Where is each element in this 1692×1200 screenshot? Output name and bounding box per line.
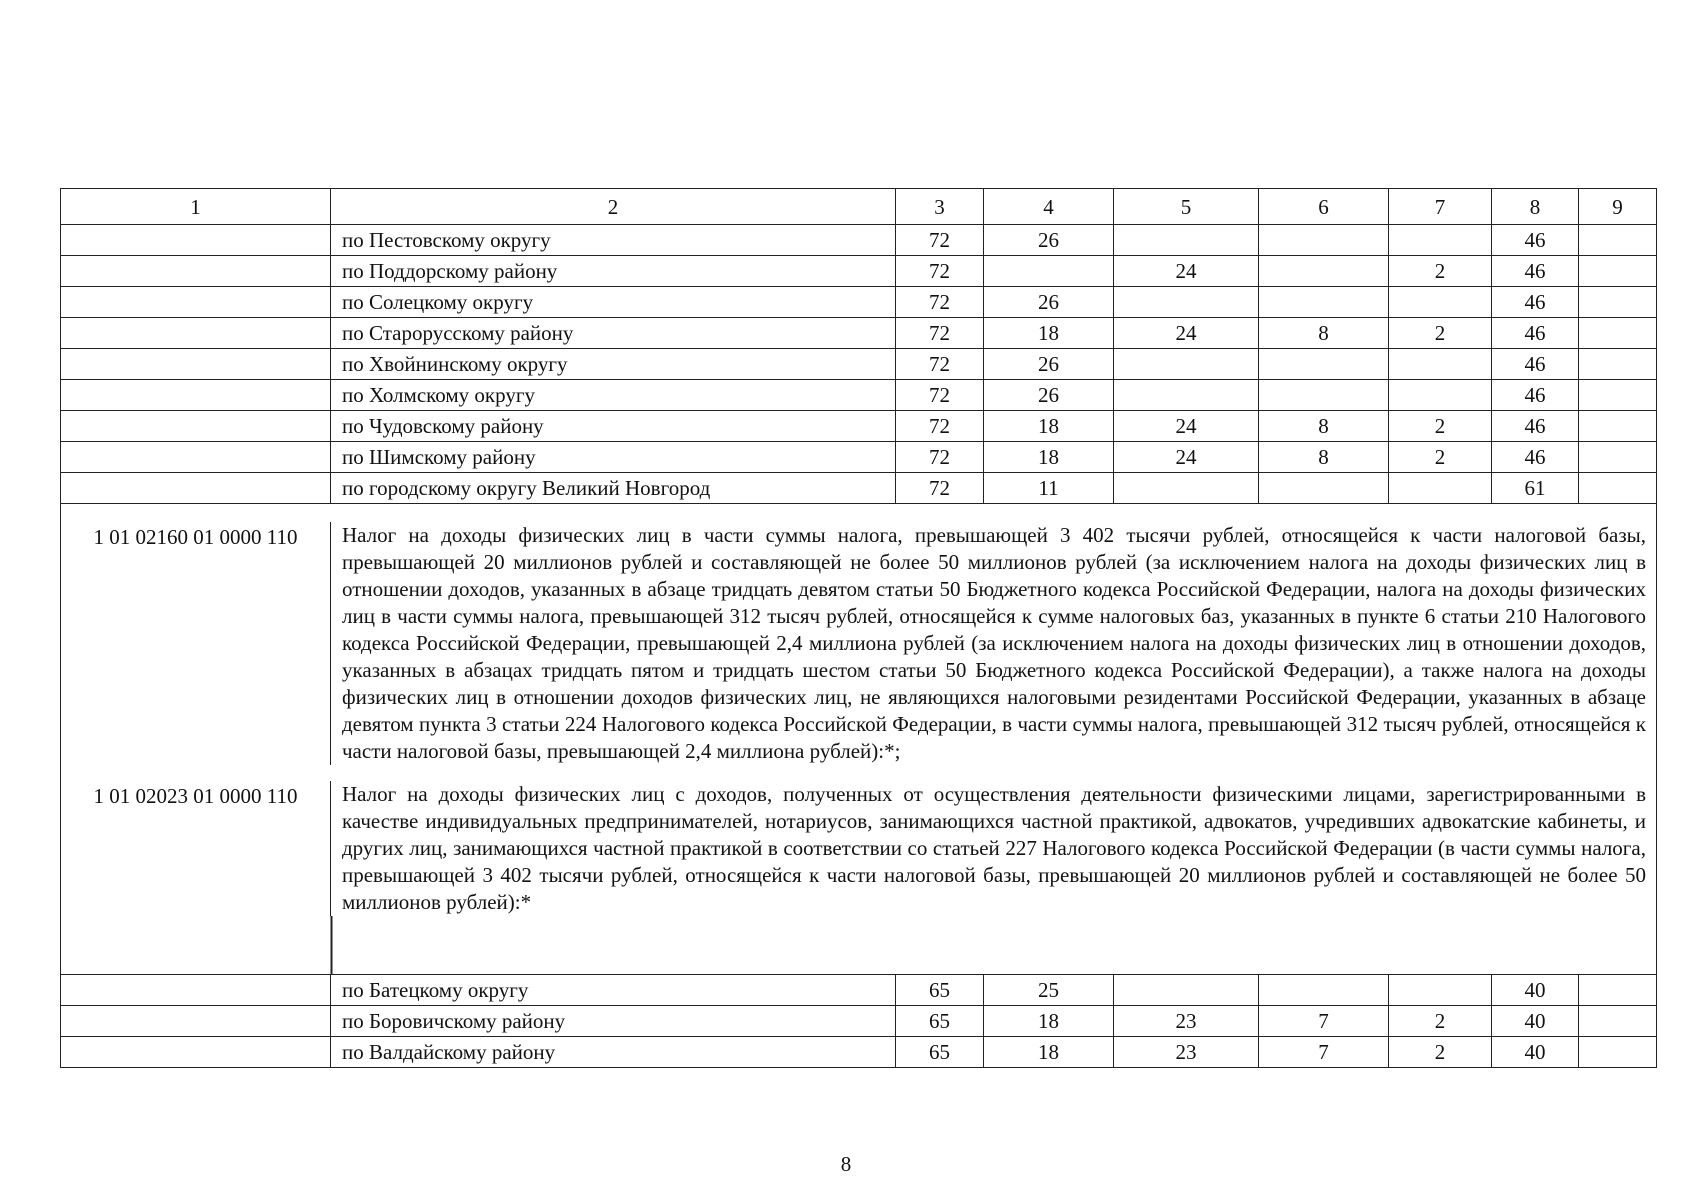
- value-cell-c7: 2: [1389, 318, 1492, 349]
- tax-distribution-table: [60, 188, 1657, 1068]
- table-row: [61, 473, 1657, 504]
- value-cell-c3: 72: [896, 318, 984, 349]
- value-cell-c6: [1259, 473, 1389, 504]
- table-row: [61, 1006, 1657, 1037]
- value-cell-c3: 65: [896, 975, 984, 1006]
- spacer-row: [61, 504, 1657, 523]
- value-cell-c6: [1259, 349, 1389, 380]
- value-cell-c4: 18: [984, 1006, 1114, 1037]
- table-row: [61, 1037, 1657, 1068]
- value-cell-c6: [1259, 975, 1389, 1006]
- value-cell-c7: 2: [1389, 256, 1492, 287]
- value-cell-c4: 26: [984, 225, 1114, 256]
- table-row: [61, 380, 1657, 411]
- value-cell-c4: 11: [984, 473, 1114, 504]
- code-cell: [61, 256, 331, 287]
- value-cell-c5: [1114, 225, 1259, 256]
- value-cell-c9: [1579, 380, 1657, 411]
- value-cell-c8: 40: [1492, 1037, 1579, 1068]
- value-cell-c5: 23: [1114, 1006, 1259, 1037]
- value-cell-c7: 2: [1389, 1006, 1492, 1037]
- spacer-cell: [61, 765, 1657, 781]
- value-cell-c5: [1114, 287, 1259, 318]
- value-cell-c9: [1579, 256, 1657, 287]
- value-cell-c4: 18: [984, 318, 1114, 349]
- district-name-cell: по Шимскому району: [331, 442, 896, 473]
- spacer-cell: [61, 916, 1657, 975]
- table-row: [61, 442, 1657, 473]
- value-cell-c5: 23: [1114, 1037, 1259, 1068]
- column-header-9: 9: [1579, 189, 1657, 225]
- value-cell-c7: 2: [1389, 411, 1492, 442]
- value-cell-c9: [1579, 975, 1657, 1006]
- column-header-2: 2: [331, 189, 896, 225]
- value-cell-c5: [1114, 975, 1259, 1006]
- table-row: [61, 411, 1657, 442]
- budget-classification-code: 1 01 02023 01 0000 110: [61, 781, 331, 916]
- value-cell-c6: [1259, 256, 1389, 287]
- column-header-7: 7: [1389, 189, 1492, 225]
- tax-section-row: [61, 781, 1657, 916]
- column-header-5: 5: [1114, 189, 1259, 225]
- value-cell-c8: 61: [1492, 473, 1579, 504]
- value-cell-c6: 7: [1259, 1037, 1389, 1068]
- value-cell-c7: [1389, 287, 1492, 318]
- value-cell-c4: 18: [984, 411, 1114, 442]
- spacer-cell: [61, 504, 1657, 523]
- value-cell-c6: [1259, 380, 1389, 411]
- district-name-cell: по Батецкому округу: [331, 975, 896, 1006]
- code-cell: [61, 1037, 331, 1068]
- value-cell-c9: [1579, 318, 1657, 349]
- value-cell-c7: [1389, 225, 1492, 256]
- value-cell-c7: [1389, 380, 1492, 411]
- value-cell-c7: 2: [1389, 442, 1492, 473]
- table-row: [61, 349, 1657, 380]
- column-header-8: 8: [1492, 189, 1579, 225]
- tax-description: Налог на доходы физических лиц в части суммы налога, превышающей 3 402 тысячи рублей, относящейся к части налоговой базы, превышающей 20 миллионов рублей и составляющей не более 50 миллионов рублей (за исключением налога на доходы физических лиц в отношении доходов, указанных в абзаце тридцать девятом статьи 50 Бюджетного кодекса Российской Федерации, налога на доходы физических лиц в части суммы налога, превышающей 312 тысяч рублей, относящейся к сумме налоговых баз, указанных в пункте 6 статьи 210 Налогового кодекса Российской Федерации, превышающей 2,4 миллиона рублей (за исключением налога на доходы физических лиц в отношении доходов, указанных в абзацах тридцать пятом и тридцать шестом статьи 50 Бюджетного кодекса Российской Федерации), а также налога на доходы физических лиц в отношении доходов физических лиц, не являющихся налоговыми резидентами Российской Федерации, указанных в абзаце девятом пункта 3 статьи 224 Налогового кодекса Российской Федерации, в части суммы налога, превышающей 312 тысяч рублей, относящейся к части налоговой базы, превышающей 2,4 миллиона рублей):*;: [331, 522, 1657, 765]
- value-cell-c6: 8: [1259, 411, 1389, 442]
- code-cell: [61, 975, 331, 1006]
- value-cell-c4: 18: [984, 1037, 1114, 1068]
- value-cell-c8: 46: [1492, 442, 1579, 473]
- value-cell-c8: 46: [1492, 318, 1579, 349]
- code-cell: [61, 287, 331, 318]
- value-cell-c5: 24: [1114, 318, 1259, 349]
- value-cell-c9: [1579, 473, 1657, 504]
- value-cell-c6: 8: [1259, 442, 1389, 473]
- column-header-3: 3: [896, 189, 984, 225]
- value-cell-c4: [984, 256, 1114, 287]
- value-cell-c7: [1389, 975, 1492, 1006]
- district-name-cell: по Валдайскому району: [331, 1037, 896, 1068]
- spacer-row: [61, 765, 1657, 781]
- value-cell-c4: 25: [984, 975, 1114, 1006]
- value-cell-c5: 24: [1114, 256, 1259, 287]
- value-cell-c4: 26: [984, 287, 1114, 318]
- value-cell-c4: 26: [984, 380, 1114, 411]
- code-cell: [61, 318, 331, 349]
- value-cell-c9: [1579, 225, 1657, 256]
- column-number-header-row: [61, 189, 1657, 225]
- value-cell-c5: [1114, 473, 1259, 504]
- value-cell-c3: 65: [896, 1037, 984, 1068]
- code-cell: [61, 349, 331, 380]
- value-cell-c4: 18: [984, 442, 1114, 473]
- code-cell: [61, 442, 331, 473]
- tax-description: Налог на доходы физических лиц с доходов, полученных от осуществления деятельности физическими лицами, зарегистрированными в качестве индивидуальных предпринимателей, нотариусов, занимающихся частной практикой, адвокатов, учредивших адвокатские кабинеты, и других лиц, занимающихся частной практикой в соответствии со статьей 227 Налогового кодекса Российской Федерации (в части суммы налога, превышающей 3 402 тысячи рублей, относящейся к части налоговой базы, превышающей 20 миллионов рублей и составляющей не более 50 миллионов рублей):*: [331, 781, 1657, 916]
- value-cell-c7: [1389, 349, 1492, 380]
- value-cell-c5: 24: [1114, 411, 1259, 442]
- code-cell: [61, 411, 331, 442]
- value-cell-c9: [1579, 411, 1657, 442]
- value-cell-c5: 24: [1114, 442, 1259, 473]
- code-cell: [61, 1006, 331, 1037]
- value-cell-c3: 65: [896, 1006, 984, 1037]
- table-row: [61, 256, 1657, 287]
- column-header-1: 1: [61, 189, 331, 225]
- district-name-cell: по Чудовскому району: [331, 411, 896, 442]
- column-header-4: 4: [984, 189, 1114, 225]
- district-name-cell: по Поддорскому району: [331, 256, 896, 287]
- spacer-row: [61, 916, 1657, 975]
- value-cell-c6: [1259, 287, 1389, 318]
- district-name-cell: по Холмскому округу: [331, 380, 896, 411]
- value-cell-c8: 40: [1492, 1006, 1579, 1037]
- value-cell-c3: 72: [896, 442, 984, 473]
- value-cell-c8: 46: [1492, 287, 1579, 318]
- code-cell: [61, 473, 331, 504]
- district-name-cell: по Хвойнинскому округу: [331, 349, 896, 380]
- value-cell-c5: [1114, 380, 1259, 411]
- value-cell-c3: 72: [896, 473, 984, 504]
- value-cell-c8: 40: [1492, 975, 1579, 1006]
- value-cell-c3: 72: [896, 256, 984, 287]
- budget-classification-code: 1 01 02160 01 0000 110: [61, 522, 331, 765]
- table-row: [61, 975, 1657, 1006]
- value-cell-c6: [1259, 225, 1389, 256]
- value-cell-c3: 72: [896, 225, 984, 256]
- column-header-6: 6: [1259, 189, 1389, 225]
- district-name-cell: по Солецкому округу: [331, 287, 896, 318]
- table-row: [61, 318, 1657, 349]
- value-cell-c7: [1389, 473, 1492, 504]
- value-cell-c6: 8: [1259, 318, 1389, 349]
- value-cell-c6: 7: [1259, 1006, 1389, 1037]
- table-body: [61, 189, 1657, 1068]
- value-cell-c8: 46: [1492, 256, 1579, 287]
- value-cell-c3: 72: [896, 411, 984, 442]
- value-cell-c4: 26: [984, 349, 1114, 380]
- value-cell-c3: 72: [896, 287, 984, 318]
- value-cell-c9: [1579, 1006, 1657, 1037]
- value-cell-c5: [1114, 349, 1259, 380]
- tax-distribution-table-sheet: [60, 188, 1656, 1068]
- value-cell-c3: 72: [896, 349, 984, 380]
- table-row: [61, 287, 1657, 318]
- value-cell-c8: 46: [1492, 380, 1579, 411]
- tax-section-row: [61, 522, 1657, 765]
- value-cell-c9: [1579, 442, 1657, 473]
- value-cell-c9: [1579, 1037, 1657, 1068]
- code-cell: [61, 225, 331, 256]
- value-cell-c3: 72: [896, 380, 984, 411]
- district-name-cell: по Боровичскому району: [331, 1006, 896, 1037]
- value-cell-c9: [1579, 349, 1657, 380]
- value-cell-c9: [1579, 287, 1657, 318]
- value-cell-c8: 46: [1492, 225, 1579, 256]
- district-name-cell: по городскому округу Великий Новгород: [331, 473, 896, 504]
- district-name-cell: по Старорусскому району: [331, 318, 896, 349]
- page-number: 8: [840, 1152, 852, 1176]
- value-cell-c8: 46: [1492, 411, 1579, 442]
- value-cell-c8: 46: [1492, 349, 1579, 380]
- district-name-cell: по Пестовскому округу: [331, 225, 896, 256]
- table-row: [61, 225, 1657, 256]
- code-cell: [61, 380, 331, 411]
- value-cell-c7: 2: [1389, 1037, 1492, 1068]
